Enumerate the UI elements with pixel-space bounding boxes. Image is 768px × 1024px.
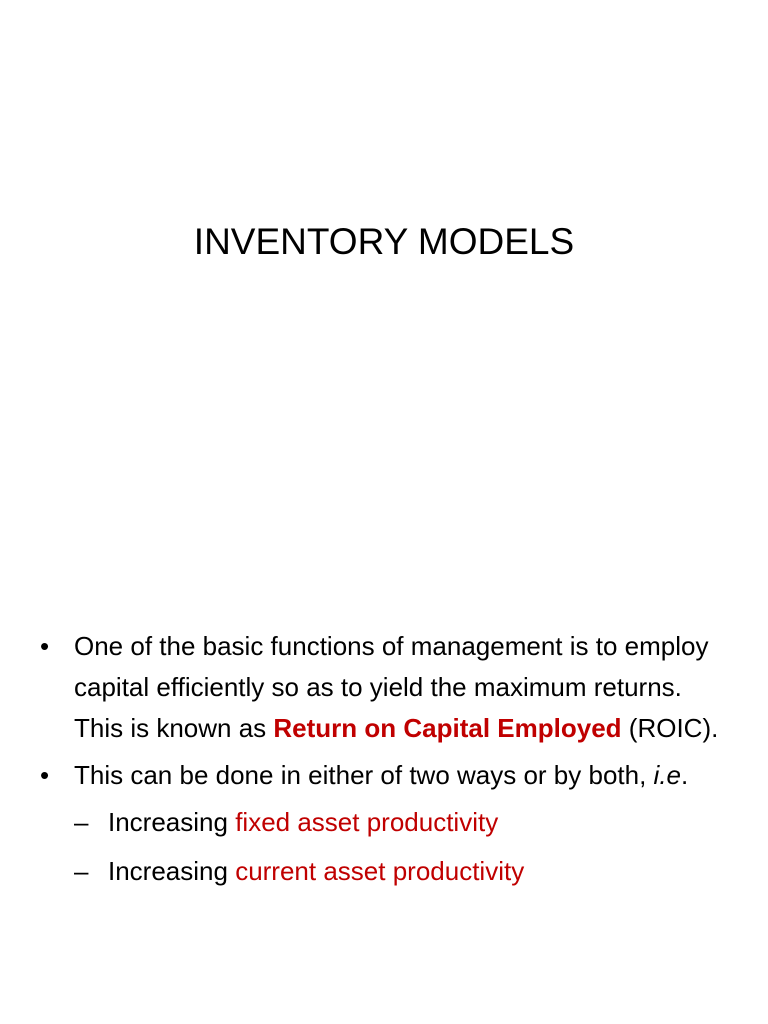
slide-body bbox=[40, 626, 730, 900]
bullet-two-ways bbox=[40, 755, 730, 796]
sub-bullet-marker: – bbox=[74, 856, 89, 886]
highlight-current-asset: current asset productivity bbox=[235, 856, 525, 886]
highlight-fixed-asset: fixed asset productivity bbox=[235, 807, 499, 837]
bullet-roic bbox=[40, 626, 730, 749]
bullet-text: One of the basic functions of management is to employ capital efficiently so as to yield the maximum returns. This is known as bbox=[74, 631, 709, 743]
bullet-marker: • bbox=[40, 760, 50, 790]
sub-bullet-current-asset bbox=[74, 851, 730, 892]
sub-bullet-label: Increasing bbox=[108, 807, 236, 837]
bullet-marker: • bbox=[40, 631, 50, 661]
bullet-italic: i.e bbox=[653, 760, 682, 790]
bullet-text-end: . bbox=[681, 760, 689, 790]
sub-bullet-fixed-asset bbox=[74, 802, 730, 843]
bullet-text: This can be done in either of two ways or by both, bbox=[74, 760, 654, 790]
slide-title: INVENTORY MODELS bbox=[193, 221, 575, 262]
sub-bullet-marker: – bbox=[74, 807, 89, 837]
bullet-text-end: (ROIC). bbox=[621, 713, 719, 743]
highlight-roic: Return on Capital Employed bbox=[273, 713, 622, 743]
sub-bullet-label: Increasing bbox=[108, 856, 236, 886]
